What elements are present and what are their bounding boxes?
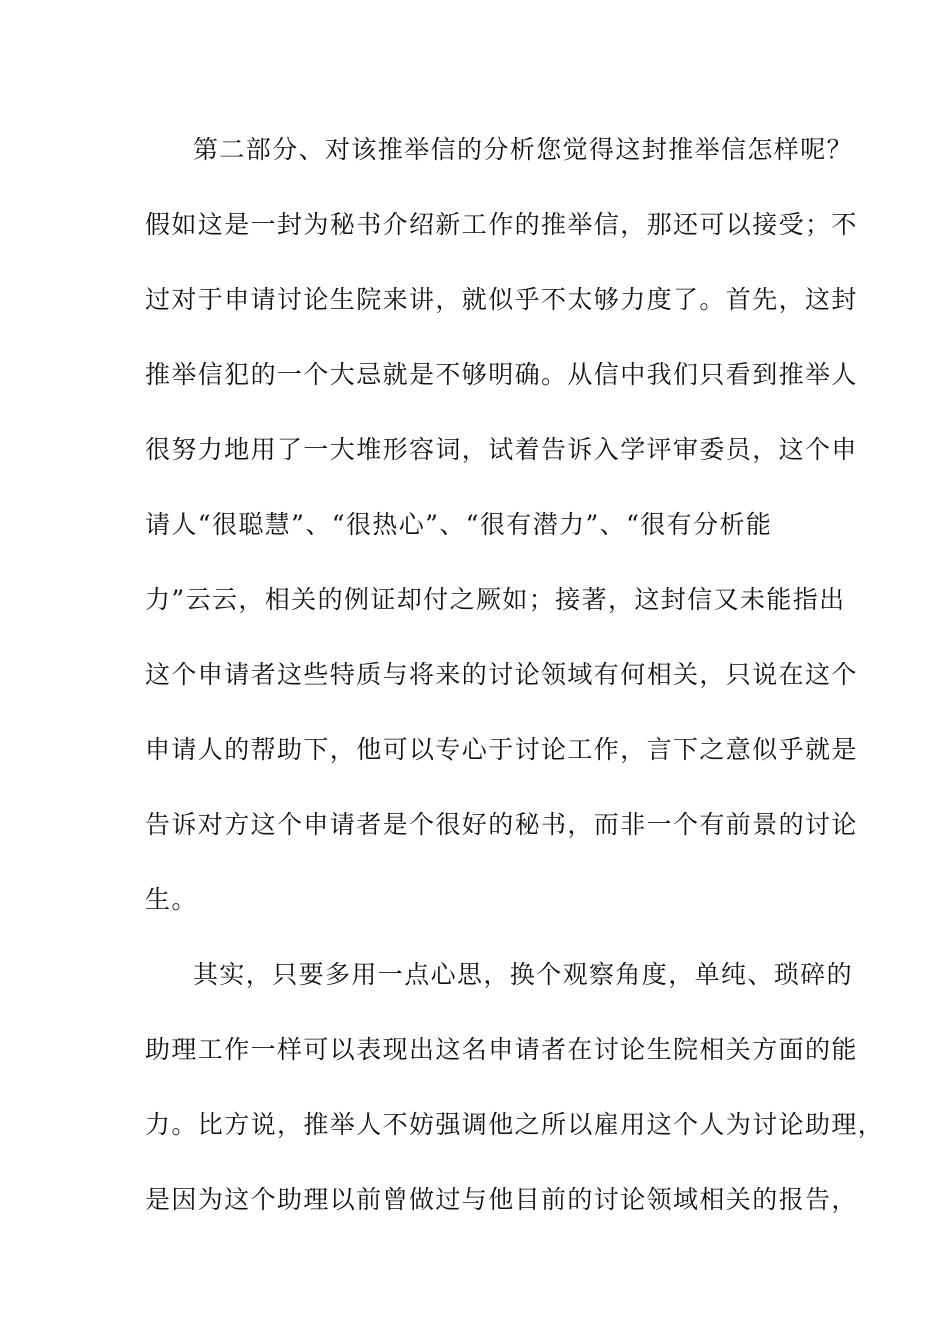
paragraph-1-line-7: 力”云云，相关的例证却付之厥如；接著，这封信又未能指出: [145, 585, 846, 614]
paragraph-1-line-1: 第二部分、对该推举信的分析您觉得这封推举信怎样呢？: [193, 135, 854, 164]
paragraph-1-line-6: 请人“很聪慧”、“很热心”、“很有潜力”、“很有分析能: [145, 510, 773, 539]
paragraph-1-line-11: 生。: [145, 885, 198, 914]
paragraph-2-line-2: 助理工作一样可以表现出这名申请者在讨论生院相关方面的能: [145, 1035, 858, 1064]
paragraph-1-line-10: 告诉对方这个申请者是个很好的秘书，而非一个有前景的讨论: [145, 810, 858, 839]
paragraph-2-line-4: 是因为这个助理以前曾做过与他目前的讨论领域相关的报告，: [145, 1185, 858, 1214]
paragraph-1-line-3: 过对于申请讨论生院来讲，就似乎不太够力度了。首先，这封: [145, 285, 858, 314]
paragraph-1-line-8: 这个申请者这些特质与将来的讨论领域有何相关，只说在这个: [145, 660, 858, 689]
paragraph-1-line-9: 申请人的帮助下，他可以专心于讨论工作，言下之意似乎就是: [145, 735, 858, 764]
paragraph-1-line-2: 假如这是一封为秘书介绍新工作的推举信，那还可以接受；不: [145, 210, 858, 239]
paragraph-2-line-1: 其实，只要多用一点心思，换个观察角度，单纯、琐碎的: [193, 960, 854, 989]
paragraph-1-line-5: 很努力地用了一大堆形容词，试着告诉入学评审委员，这个申: [145, 435, 858, 464]
paragraph-2-line-3: 力。比方说，推举人不妨强调他之所以雇用这个人为讨论助理，: [145, 1110, 885, 1139]
paragraph-1-line-4: 推举信犯的一个大忌就是不够明确。从信中我们只看到推举人: [145, 360, 858, 389]
